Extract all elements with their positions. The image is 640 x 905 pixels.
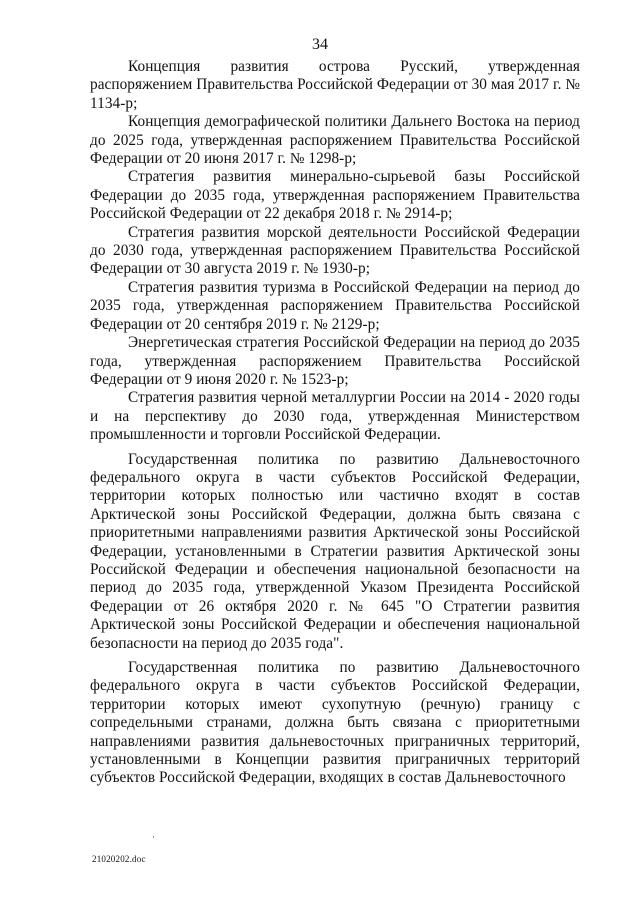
paragraph-arctic-zone-policy: Государственная политика по развитию Дальневосточного федерального округа в части субъектов Российской Федерации, территории которых полностью или частично входят в состав Арктической зоны Российской Федерации, должна быть связана с приоритетными направлениями развития Арктической зоны Российской Федерации, установленными в Стратегии развития Арктической зоны Российской Федерации и обеспечения национальной безопасности на период до 2035 года, утвержденной Указом Президента Российской Федерации от 26 октября 2020 г. № 645 "О Стратегии развития Арктической зоны Российской Федерации и обеспечения национальной безопасности на период до 2035 года". [90,450,580,652]
paragraph-border-territories-policy: Государственная политика по развитию Дальневосточного федерального округа в части субъектов Российской Федерации, территории которых имеют сухопутную (речную) границу с сопредельными странами, должна быть связана с приоритетными направлениями развития дальневосточных приграничных территорий, установленными в Концепции развития приграничных территорий субъектов Российской Федерации, входящих в состав Дальневосточного [90,659,580,787]
footer-file-code: 21020202.doc [92,854,146,864]
paragraph-mineral-resource-strategy: Стратегия развития минерально-сырьевой базы Российской Федерации до 2035 года, утвержденная распоряжением Правительства Российской Федерации от 22 декабря 2018 г. № 2914-р; [90,168,580,223]
paragraph-metallurgy-strategy: Стратегия развития черной металлургии России на 2014 - 2020 годы и на перспективу до 2030 года, утвержденная Министерством промышленности и торговли Российской Федерации. [90,389,580,444]
paragraph-tourism-strategy: Стратегия развития туризма в Российской Федерации на период до 2035 года, утвержденная распоряжением Правительства Российской Федерации от 20 сентября 2019 г. № 2129-р; [90,278,580,333]
paragraph-russky-island-concept: Концепция развития острова Русский, утвержденная распоряжением Правительства Российской Федерации от 30 мая 2017 г. № 1134-р; [90,58,580,112]
scan-mark: · [152,832,155,842]
paragraph-maritime-strategy: Стратегия развития морской деятельности Российской Федерации до 2030 года, утвержденная распоряжением Правительства Российской Федерации от 30 августа 2019 г. № 1930-р; [90,223,580,278]
document-body [90,58,580,788]
page-number: 34 [312,36,328,53]
paragraph-energy-strategy: Энергетическая стратегия Российской Федерации на период до 2035 года, утвержденная распоряжением Правительства Российской Федерации от 9 июня 2020 г. № 1523-р; [90,334,580,388]
paragraph-demographic-policy: Концепция демографической политики Дальнего Востока на период до 2025 года, утвержденная распоряжением Правительства Российской Федерации от 20 июня 2017 г. № 1298-р; [90,113,580,168]
